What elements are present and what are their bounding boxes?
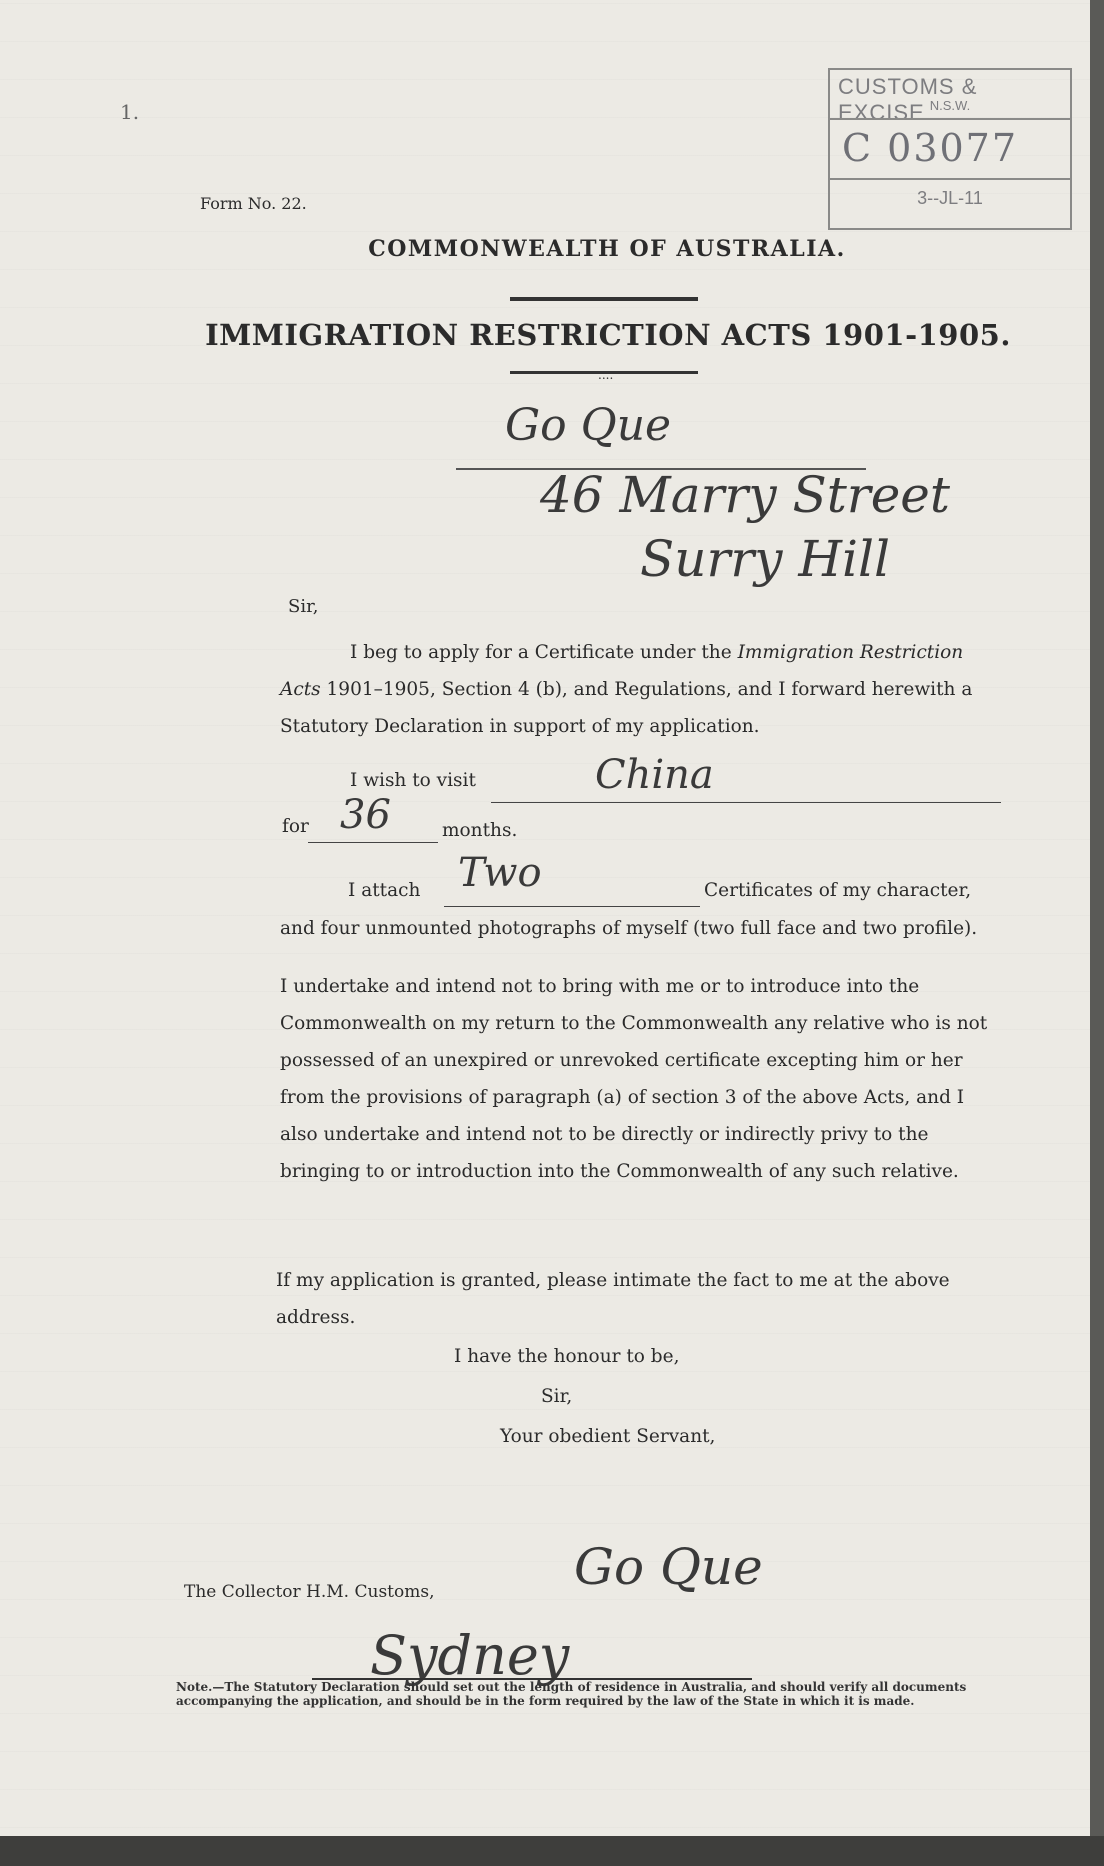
corner-mark: 1. <box>120 100 140 124</box>
footnote <box>176 1680 996 1708</box>
visit-destination: China <box>595 752 714 798</box>
attach-count: Two <box>458 850 542 896</box>
duration-value: 36 <box>340 792 391 838</box>
closing-servant: Your obedient Servant, <box>500 1426 716 1447</box>
attach-certificates-text: Certificates of my character, <box>704 880 972 901</box>
request-paragraph: If my application is granted, please intimate the fact to me at the above address. <box>276 1270 950 1328</box>
footnote-label: Note.— <box>176 1680 225 1694</box>
footnote-text: The Statutory Declaration should set out the length of residence in Australia, and should verify all documents accompanying the application, and should be in the form required by the law of the State in which it is made. <box>176 1680 967 1708</box>
applicant-suburb: Surry Hill <box>640 530 890 588</box>
applicant-name: Go Que <box>505 400 672 451</box>
stamp-number: C 03077 <box>842 126 1019 170</box>
customs-stamp <box>828 68 1072 230</box>
attach-field-line <box>444 906 700 907</box>
application-text-end: 1901–1905, Section 4 (b), and Regulations, and I forward herewith a Statutory Declaration in support of my application. <box>280 679 973 737</box>
stamp-title: CUSTOMS & EXCISE <box>838 74 978 125</box>
undertaking-paragraph: I undertake and intend not to bring with me or to introduce into the Commonwealth on my return to the Commonwealth any relative who is not possessed of an unexpired or unrevoked certificate excepting him or her from the provisions of paragraph (a) of section 3 of the above Acts, and I also undertake and intend not to be directly or indirectly privy to the bringing to or introduction into the Commonwealth of any such relative. <box>280 976 988 1182</box>
stamp-divider <box>830 178 1070 180</box>
heading-rule <box>510 297 698 301</box>
visit-field-line <box>491 802 1001 803</box>
form-number: Form No. 22. <box>200 194 307 213</box>
applicant-street: 46 Marry Street <box>540 466 950 524</box>
duration-field-line <box>308 842 438 843</box>
attach-photographs-text: and four unmounted photographs of myself (two full face and two profile). <box>280 918 978 939</box>
document-subheading: IMMIGRATION RESTRICTION ACTS 1901-1905. <box>205 318 1011 352</box>
application-text-start: I beg to apply for a Certificate under the <box>350 642 738 663</box>
applicant-signature: Go Que <box>574 1538 763 1596</box>
duration-months-label: months. <box>442 820 518 841</box>
stamp-state: N.S.W. <box>929 98 971 113</box>
salutation: Sir, <box>288 596 319 617</box>
duration-for-label: for <box>282 816 309 837</box>
attach-label: I attach <box>348 880 421 901</box>
stamp-date: 3--JL-11 <box>917 188 983 208</box>
page-edge-bottom <box>0 1836 1104 1866</box>
acts-name: Immigration Restriction Acts <box>280 642 964 700</box>
addressee-place: Sydney <box>370 1624 570 1687</box>
closing-honour: I have the honour to be, <box>454 1346 680 1367</box>
application-paragraph <box>280 634 1006 745</box>
rule-dots: .... <box>598 368 614 382</box>
addressee-label: The Collector H.M. Customs, <box>184 1582 435 1602</box>
page-edge-right <box>1090 0 1104 1866</box>
document-heading: COMMONWEALTH OF AUSTRALIA. <box>368 236 846 262</box>
stamp-divider <box>830 118 1070 120</box>
closing-sir: Sir, <box>541 1386 573 1407</box>
visit-label: I wish to visit <box>350 770 476 791</box>
